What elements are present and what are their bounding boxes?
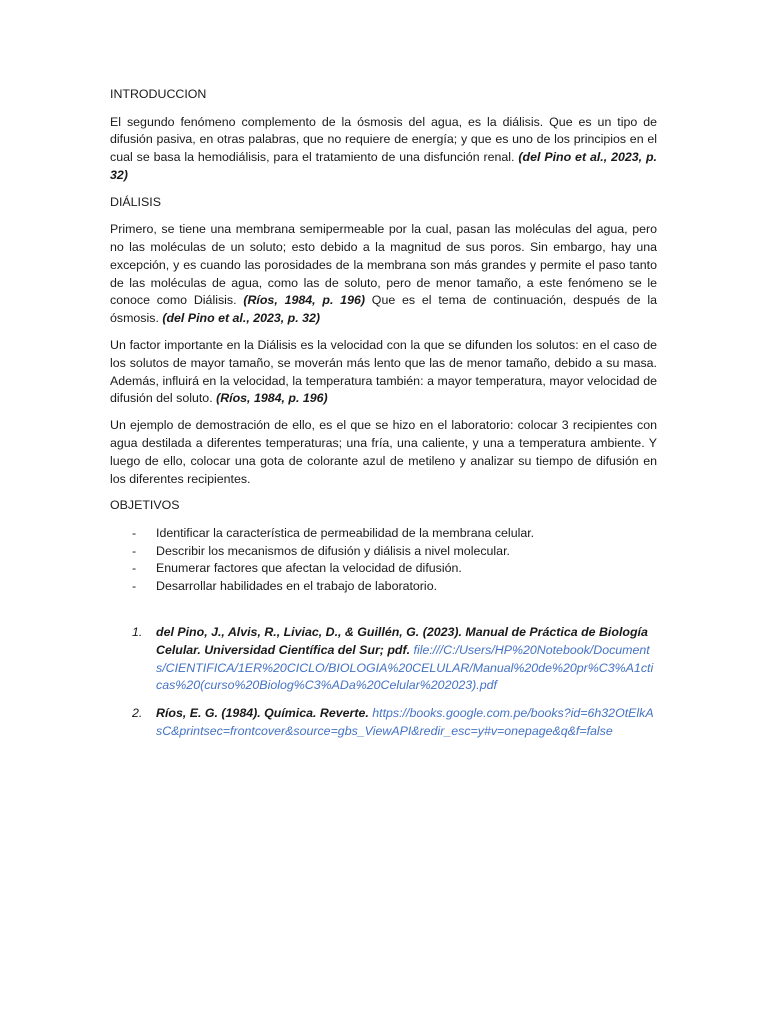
objective-text: Describir los mecanismos de difusión y diálisis a nivel molecular. xyxy=(156,543,510,558)
objective-text: Identificar la característica de permeabilidad de la membrana celular. xyxy=(156,525,535,540)
objectives-list xyxy=(110,525,657,596)
list-dash: - xyxy=(132,579,137,594)
objective-item xyxy=(110,560,657,578)
dialisis-p1-citation-a: (Ríos, 1984, p. 196) xyxy=(243,293,365,308)
introduction-text: El segundo fenómeno complemento de la ósmosis del agua, es la diálisis. Que es un tipo de difusión pasiva, en otras palabras, que no requiere de energía; y que es uno de los principios en el cual se basa la hemodiálisis, para el tratamiento de una disfunción renal. xyxy=(110,114,657,165)
objective-item xyxy=(110,543,657,561)
list-dash: - xyxy=(132,543,137,558)
introduction-citation: (del Pino et al., 2023, p. 32) xyxy=(110,150,658,182)
dialisis-p1-text-b: Que es el tema de continuación, después de la ósmosis. xyxy=(110,293,657,326)
reference-number: 2. xyxy=(132,706,143,721)
reference-citation: Ríos, E. G. (1984). Química. Reverte. xyxy=(156,706,369,721)
objective-item xyxy=(110,578,657,596)
dialisis-p1-text-a: Primero, se tiene una membrana semipermeable por la cual, pasan las moléculas del agua, pero no las moléculas de un soluto; esto debido a la magnitud de sus poros. Sin embargo, hay una excepción, y es cuando las porosidades de la membrana son más grandes y permite el paso tanto de las moléculas de agua, como las de soluto, pero de menor tamaño, a este fenómeno se le conoce como Diálisis. xyxy=(110,222,657,308)
objective-text: Enumerar factores que afectan la velocidad de difusión. xyxy=(156,561,462,576)
dialisis-paragraph-1 xyxy=(110,221,657,328)
list-dash: - xyxy=(132,525,137,540)
dialisis-p2-citation: (Ríos, 1984, p. 196) xyxy=(216,391,328,406)
dialisis-paragraph-3: Un ejemplo de demostración de ello, es el que se hizo en el laboratorio: colocar 3 recipientes con agua destilada a diferentes temperaturas; una fría, una caliente, y una a temperatura ambiente. Y luego de ello, colocar una gota de colorante azul de metileno y analizar su tiempo de difusión en los diferentes recipientes. xyxy=(110,418,657,486)
introduction-heading: INTRODUCCION xyxy=(110,87,207,101)
list-dash: - xyxy=(132,561,137,576)
reference-number: 1. xyxy=(132,625,143,640)
reference-link[interactable]: https://books.google.com.pe/books?id=6h32OtElkAsC&printsec=frontcover&source=gbs_ViewAPI&redir_esc=y#v=onepage&q&f=false xyxy=(156,706,654,739)
dialisis-heading: DIÁLISIS xyxy=(110,194,161,209)
reference-citation: del Pino, J., Alvis, R., Liviac, D., & Guillén, G. (2023). Manual de Práctica de Biología Celular. Universidad Científica del Sur; pdf. xyxy=(156,625,648,657)
objective-item xyxy=(110,525,657,543)
reference-item xyxy=(110,705,657,741)
references-list xyxy=(110,624,657,741)
dialisis-p1-citation-b: (del Pino et al., 2023, p. 32) xyxy=(162,311,321,326)
dialisis-p2-text: Un factor importante en la Diálisis es la velocidad con la que se difunden los solutos: en el caso de los solutos de mayor tamaño, se moverán más lento que las de menor tamaño, debido a su masa. Además, influirá en la velocidad, la temperatura también: a mayor temperatura, mayor velocidad de difusión del soluto. xyxy=(110,337,657,406)
introduction-paragraph xyxy=(110,114,657,185)
objetivos-heading: OBJETIVOS xyxy=(110,498,180,513)
objective-text: Desarrollar habilidades en el trabajo de laboratorio. xyxy=(156,579,438,594)
dialisis-paragraph-2 xyxy=(110,337,657,408)
reference-link[interactable]: file:///C:/Users/HP%20Notebook/Documents/CIENTIFICA/1ER%20CICLO/BIOLOGIA%20CELULAR/Manual%20de%20pr%C3%A1cticas%20(curso%20Biolog%C3%ADa%20Celular%202023).pdf xyxy=(156,642,654,693)
reference-item xyxy=(110,624,657,695)
